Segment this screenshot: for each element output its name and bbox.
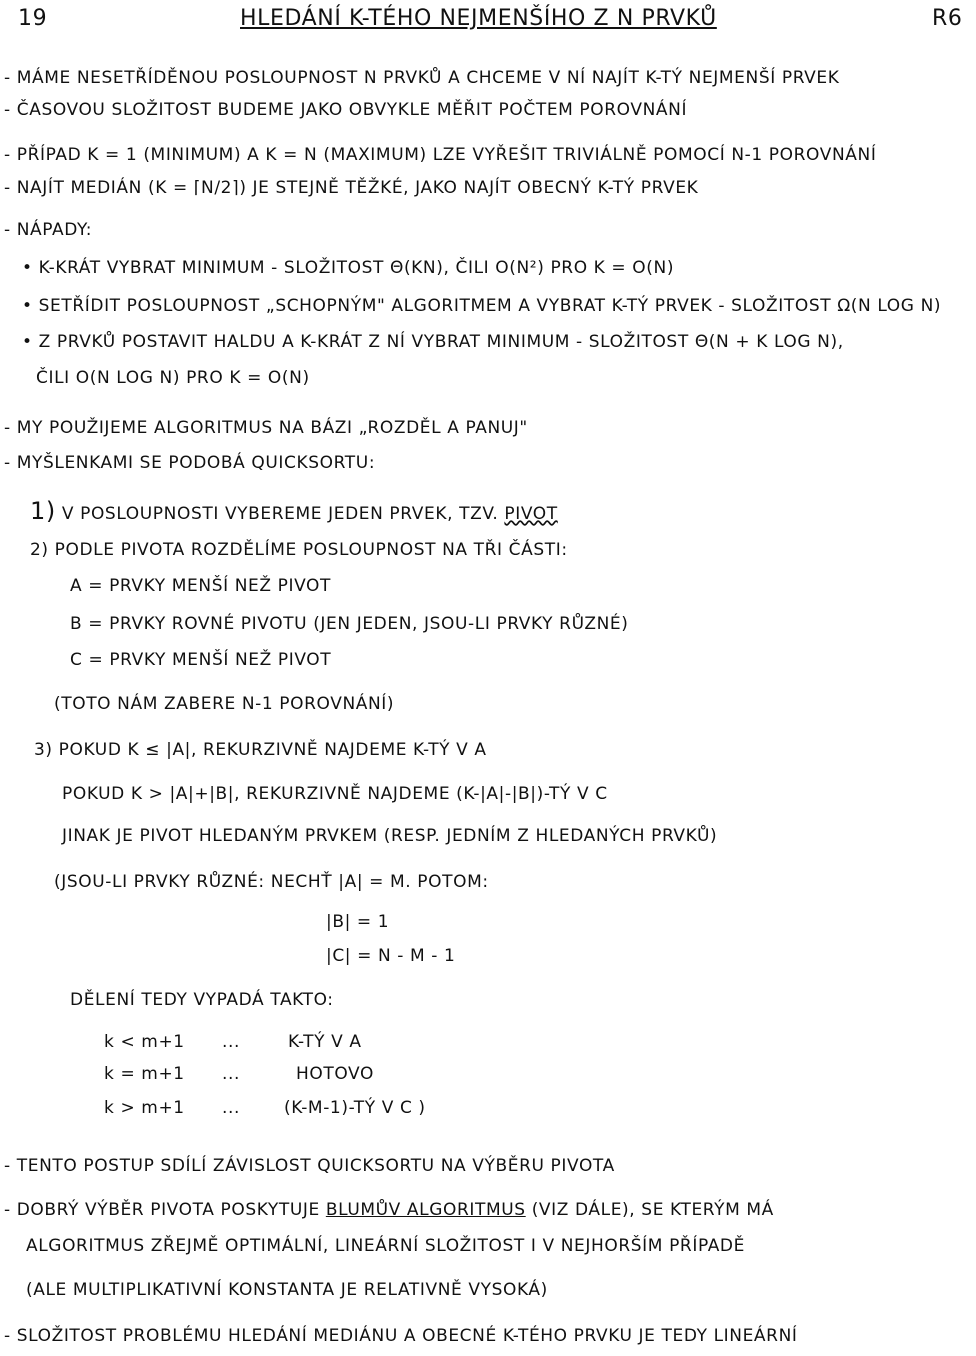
intro-line-4: - NAJÍT MEDIÁN (K = ⌈N/2⌉) JE STEJNĚ TĚŽKÉ, JAKO NAJÍT OBECNÝ K-TÝ PRVEK: [4, 178, 699, 198]
part-b: B = PRVKY ROVNÉ PIVOTU (JEN JEDEN, JSOU-LI PRVKY RŮZNÉ): [70, 614, 629, 634]
case-2-result: HOTOVO: [296, 1064, 374, 1084]
conclusion-line-4: (ALE MULTIPLIKATIVNÍ KONSTANTA JE RELATIVNĚ VYSOKÁ): [26, 1280, 548, 1300]
conclusion-line-2-start: - DOBRÝ VÝBĚR PIVOTA POSKYTUJE: [4, 1200, 320, 1220]
intro-line-3: - PŘÍPAD K = 1 (MINIMUM) A K = N (MAXIMUM) LZE VYŘEŠIT TRIVIÁLNĚ POMOCÍ N-1 POROVNÁNÍ: [4, 145, 877, 165]
case-1-result: K-TÝ V A: [288, 1032, 362, 1052]
napady-item-1: • K-KRÁT VYBRAT MINIMUM - SLOŽITOST Θ(KN), ČILI O(N²) PRO K = O(N): [22, 258, 675, 278]
step-2: 2) PODLE PIVOTA ROZDĚLÍME POSLOUPNOST NA TŘI ČÁSTI:: [30, 540, 568, 560]
method-line-2: - MYŠLENKAMI SE PODOBÁ QUICKSORTU:: [4, 453, 376, 473]
blum-algorithm-term: BLUMŮV ALGORITMUS: [325, 1200, 526, 1220]
napady-label: - NÁPADY:: [4, 220, 93, 240]
part-c: C = PRVKY MENŠÍ NEŽ PIVOT: [70, 650, 332, 670]
case-2-condition: k = m+1: [104, 1064, 185, 1084]
pivot-term: PIVOT: [504, 504, 558, 524]
step-3-line-3: JINAK JE PIVOT HLEDANÝM PRVKEM (RESP. JEDNÍM Z HLEDANÝCH PRVKŮ): [62, 826, 718, 846]
part-a: A = PRVKY MENŠÍ NEŽ PIVOT: [70, 576, 331, 596]
step-1: [30, 497, 558, 525]
intro-line-2: - ČASOVOU SLOŽITOST BUDEME JAKO OBVYKLE MĚŘIT POČTEM POROVNÁNÍ: [4, 100, 688, 120]
napady-item-4: ČILI O(N LOG N) PRO K = O(N): [36, 368, 310, 388]
page-number: 19: [18, 6, 48, 31]
step-3-line-1: 3) POKUD K ≤ |A|, REKURZIVNĚ NAJDEME K-TÝ V A: [34, 740, 487, 760]
page-code: R6: [932, 6, 963, 31]
step-3-line-2: POKUD K > |A|+|B|, REKURZIVNĚ NAJDEME (K-|A|-|B|)-TÝ V C: [62, 784, 608, 804]
conclusion-line-2-end: (VIZ DÁLE), SE KTERÝM MÁ: [531, 1200, 774, 1220]
division-label: DĚLENÍ TEDY VYPADÁ TAKTO:: [70, 990, 334, 1010]
distinct-c: |C| = N - M - 1: [326, 946, 456, 966]
distinct-b: |B| = 1: [326, 912, 390, 932]
step-1-text: V POSLOUPNOSTI VYBEREME JEDEN PRVEK, TZV.: [61, 504, 499, 524]
conclusion-line-5: - SLOŽITOST PROBLÉMU HLEDÁNÍ MEDIÁNU A OBECNÉ K-TÉHO PRVKU JE TEDY LINEÁRNÍ: [4, 1326, 798, 1346]
case-1-condition: k < m+1: [104, 1032, 185, 1052]
intro-line-1: - MÁME NESETŘÍDĚNOU POSLOUPNOST N PRVKŮ A CHCEME V NÍ NAJÍT K-TÝ NEJMENŠÍ PRVEK: [4, 68, 840, 88]
conclusion-line-2: [4, 1200, 774, 1220]
conclusion-line-3: ALGORITMUS ZŘEJMĚ OPTIMÁLNÍ, LINEÁRNÍ SLOŽITOST I V NEJHORŠÍM PŘÍPADĚ: [26, 1236, 745, 1256]
napady-item-2: • SETŘÍDIT POSLOUPNOST „SCHOPNÝM" ALGORITMEM A VYBRAT K-TÝ PRVEK - SLOŽITOST Ω(N LOG N): [22, 296, 942, 316]
case-3-dots: ...: [222, 1098, 241, 1118]
case-3-result: (K-M-1)-TÝ V C ): [284, 1098, 426, 1118]
case-1-dots: ...: [222, 1032, 241, 1052]
page-title: HLEDÁNÍ K-TÉHO NEJMENŠÍHO Z N PRVKŮ: [240, 6, 717, 31]
conclusion-line-1: - TENTO POSTUP SDÍLÍ ZÁVISLOST QUICKSORTU NA VÝBĚRU PIVOTA: [4, 1156, 615, 1176]
step-1-number: 1): [30, 497, 56, 525]
distinct-intro: (JSOU-LI PRVKY RŮZNÉ: NECHŤ |A| = M. POTOM:: [54, 872, 489, 892]
method-line-1: - MY POUŽIJEME ALGORITMUS NA BÁZI „ROZDĚL A PANUJ": [4, 418, 528, 438]
case-2-dots: ...: [222, 1064, 241, 1084]
comparison-note: (TOTO NÁM ZABERE N-1 POROVNÁNÍ): [54, 694, 395, 714]
napady-item-3: • Z PRVKŮ POSTAVIT HALDU A K-KRÁT Z NÍ VYBRAT MINIMUM - SLOŽITOST Θ(N + K LOG N),: [22, 332, 844, 352]
case-3-condition: k > m+1: [104, 1098, 185, 1118]
